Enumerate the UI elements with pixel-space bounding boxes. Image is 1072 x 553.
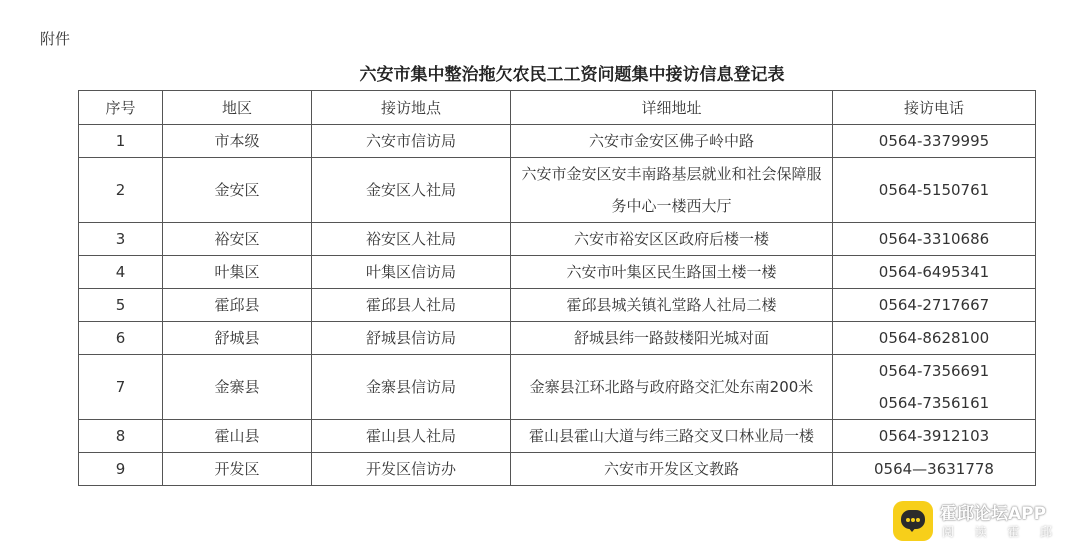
table-row <box>79 125 1036 158</box>
cell-address: 舒城县纬一路鼓楼阳光城对面 <box>511 322 833 355</box>
table-row <box>79 355 1036 420</box>
cell-phone: 0564-2717667 <box>833 289 1036 322</box>
cell-region: 金安区 <box>163 158 312 223</box>
phone-line: 0564-7356161 <box>878 394 990 412</box>
header-address: 详细地址 <box>511 91 833 125</box>
cell-region: 市本级 <box>163 125 312 158</box>
cell-phone: 0564—3631778 <box>833 453 1036 486</box>
header-no: 序号 <box>79 91 163 125</box>
watermark <box>893 496 1063 546</box>
attachment-label: 附件 <box>40 30 71 48</box>
cell-no: 4 <box>79 256 163 289</box>
table-row <box>79 420 1036 453</box>
cell-location: 舒城县信访局 <box>312 322 511 355</box>
watermark-slogan <box>942 523 1052 540</box>
cell-location: 叶集区信访局 <box>312 256 511 289</box>
cell-no: 2 <box>79 158 163 223</box>
cell-no: 6 <box>79 322 163 355</box>
table-row <box>79 322 1036 355</box>
cell-location: 开发区信访办 <box>312 453 511 486</box>
cell-region: 霍山县 <box>163 420 312 453</box>
cell-location: 霍山县人社局 <box>312 420 511 453</box>
cell-location: 霍邱县人社局 <box>312 289 511 322</box>
cell-address: 霍山县霍山大道与纬三路交叉口林业局一楼 <box>511 420 833 453</box>
cell-no: 7 <box>79 355 163 420</box>
cell-phone <box>833 355 1036 420</box>
cell-address: 六安市金安区佛子岭中路 <box>511 125 833 158</box>
cell-phone: 0564-3379995 <box>833 125 1036 158</box>
cell-no: 1 <box>79 125 163 158</box>
cell-region: 霍邱县 <box>163 289 312 322</box>
cell-region: 金寨县 <box>163 355 312 420</box>
cell-address: 金寨县江环北路与政府路交汇处东南200米 <box>511 355 833 420</box>
cell-address: 六安市叶集区民生路国土楼一楼 <box>511 256 833 289</box>
watermark-slogan-char: 读 <box>974 525 987 539</box>
cell-no: 3 <box>79 223 163 256</box>
cell-region: 裕安区 <box>163 223 312 256</box>
header-location: 接访地点 <box>312 91 511 125</box>
cell-phone: 0564-6495341 <box>833 256 1036 289</box>
cell-region: 舒城县 <box>163 322 312 355</box>
address-line: 务中心一楼西大厅 <box>611 197 732 215</box>
cell-address: 霍邱县城关镇礼堂路人社局二楼 <box>511 289 833 322</box>
table-row <box>79 158 1036 223</box>
cell-location: 金寨县信访局 <box>312 355 511 420</box>
cell-location: 裕安区人社局 <box>312 223 511 256</box>
cell-region: 开发区 <box>163 453 312 486</box>
cell-phone: 0564-5150761 <box>833 158 1036 223</box>
registration-table <box>78 90 1036 486</box>
cell-location: 金安区人社局 <box>312 158 511 223</box>
table-row <box>79 289 1036 322</box>
header-phone: 接访电话 <box>833 91 1036 125</box>
cell-phone: 0564-3912103 <box>833 420 1036 453</box>
cell-address: 六安市裕安区区政府后楼一楼 <box>511 223 833 256</box>
cell-phone: 0564-3310686 <box>833 223 1036 256</box>
cell-phone: 0564-8628100 <box>833 322 1036 355</box>
header-region: 地区 <box>163 91 312 125</box>
table-row <box>79 453 1036 486</box>
cell-address <box>511 158 833 223</box>
watermark-name: 霍邱论坛APP <box>940 504 1047 524</box>
watermark-slogan-char: 霍 <box>1007 525 1020 539</box>
address-line: 六安市金安区安丰南路基层就业和社会保障服 <box>521 165 822 183</box>
cell-no: 5 <box>79 289 163 322</box>
table-header-row <box>79 91 1036 125</box>
cell-address: 六安市开发区文教路 <box>511 453 833 486</box>
page-title: 六安市集中整治拖欠农民工工资问题集中接访信息登记表 <box>359 65 785 85</box>
cell-location: 六安市信访局 <box>312 125 511 158</box>
watermark-slogan-char: 阅 <box>942 525 955 539</box>
table-row <box>79 223 1036 256</box>
cell-region: 叶集区 <box>163 256 312 289</box>
watermark-slogan-char: 邱 <box>1039 525 1052 539</box>
cell-no: 9 <box>79 453 163 486</box>
cell-no: 8 <box>79 420 163 453</box>
chat-bubble-logo-icon <box>893 501 933 541</box>
phone-line: 0564-7356691 <box>878 362 990 380</box>
table-row <box>79 256 1036 289</box>
